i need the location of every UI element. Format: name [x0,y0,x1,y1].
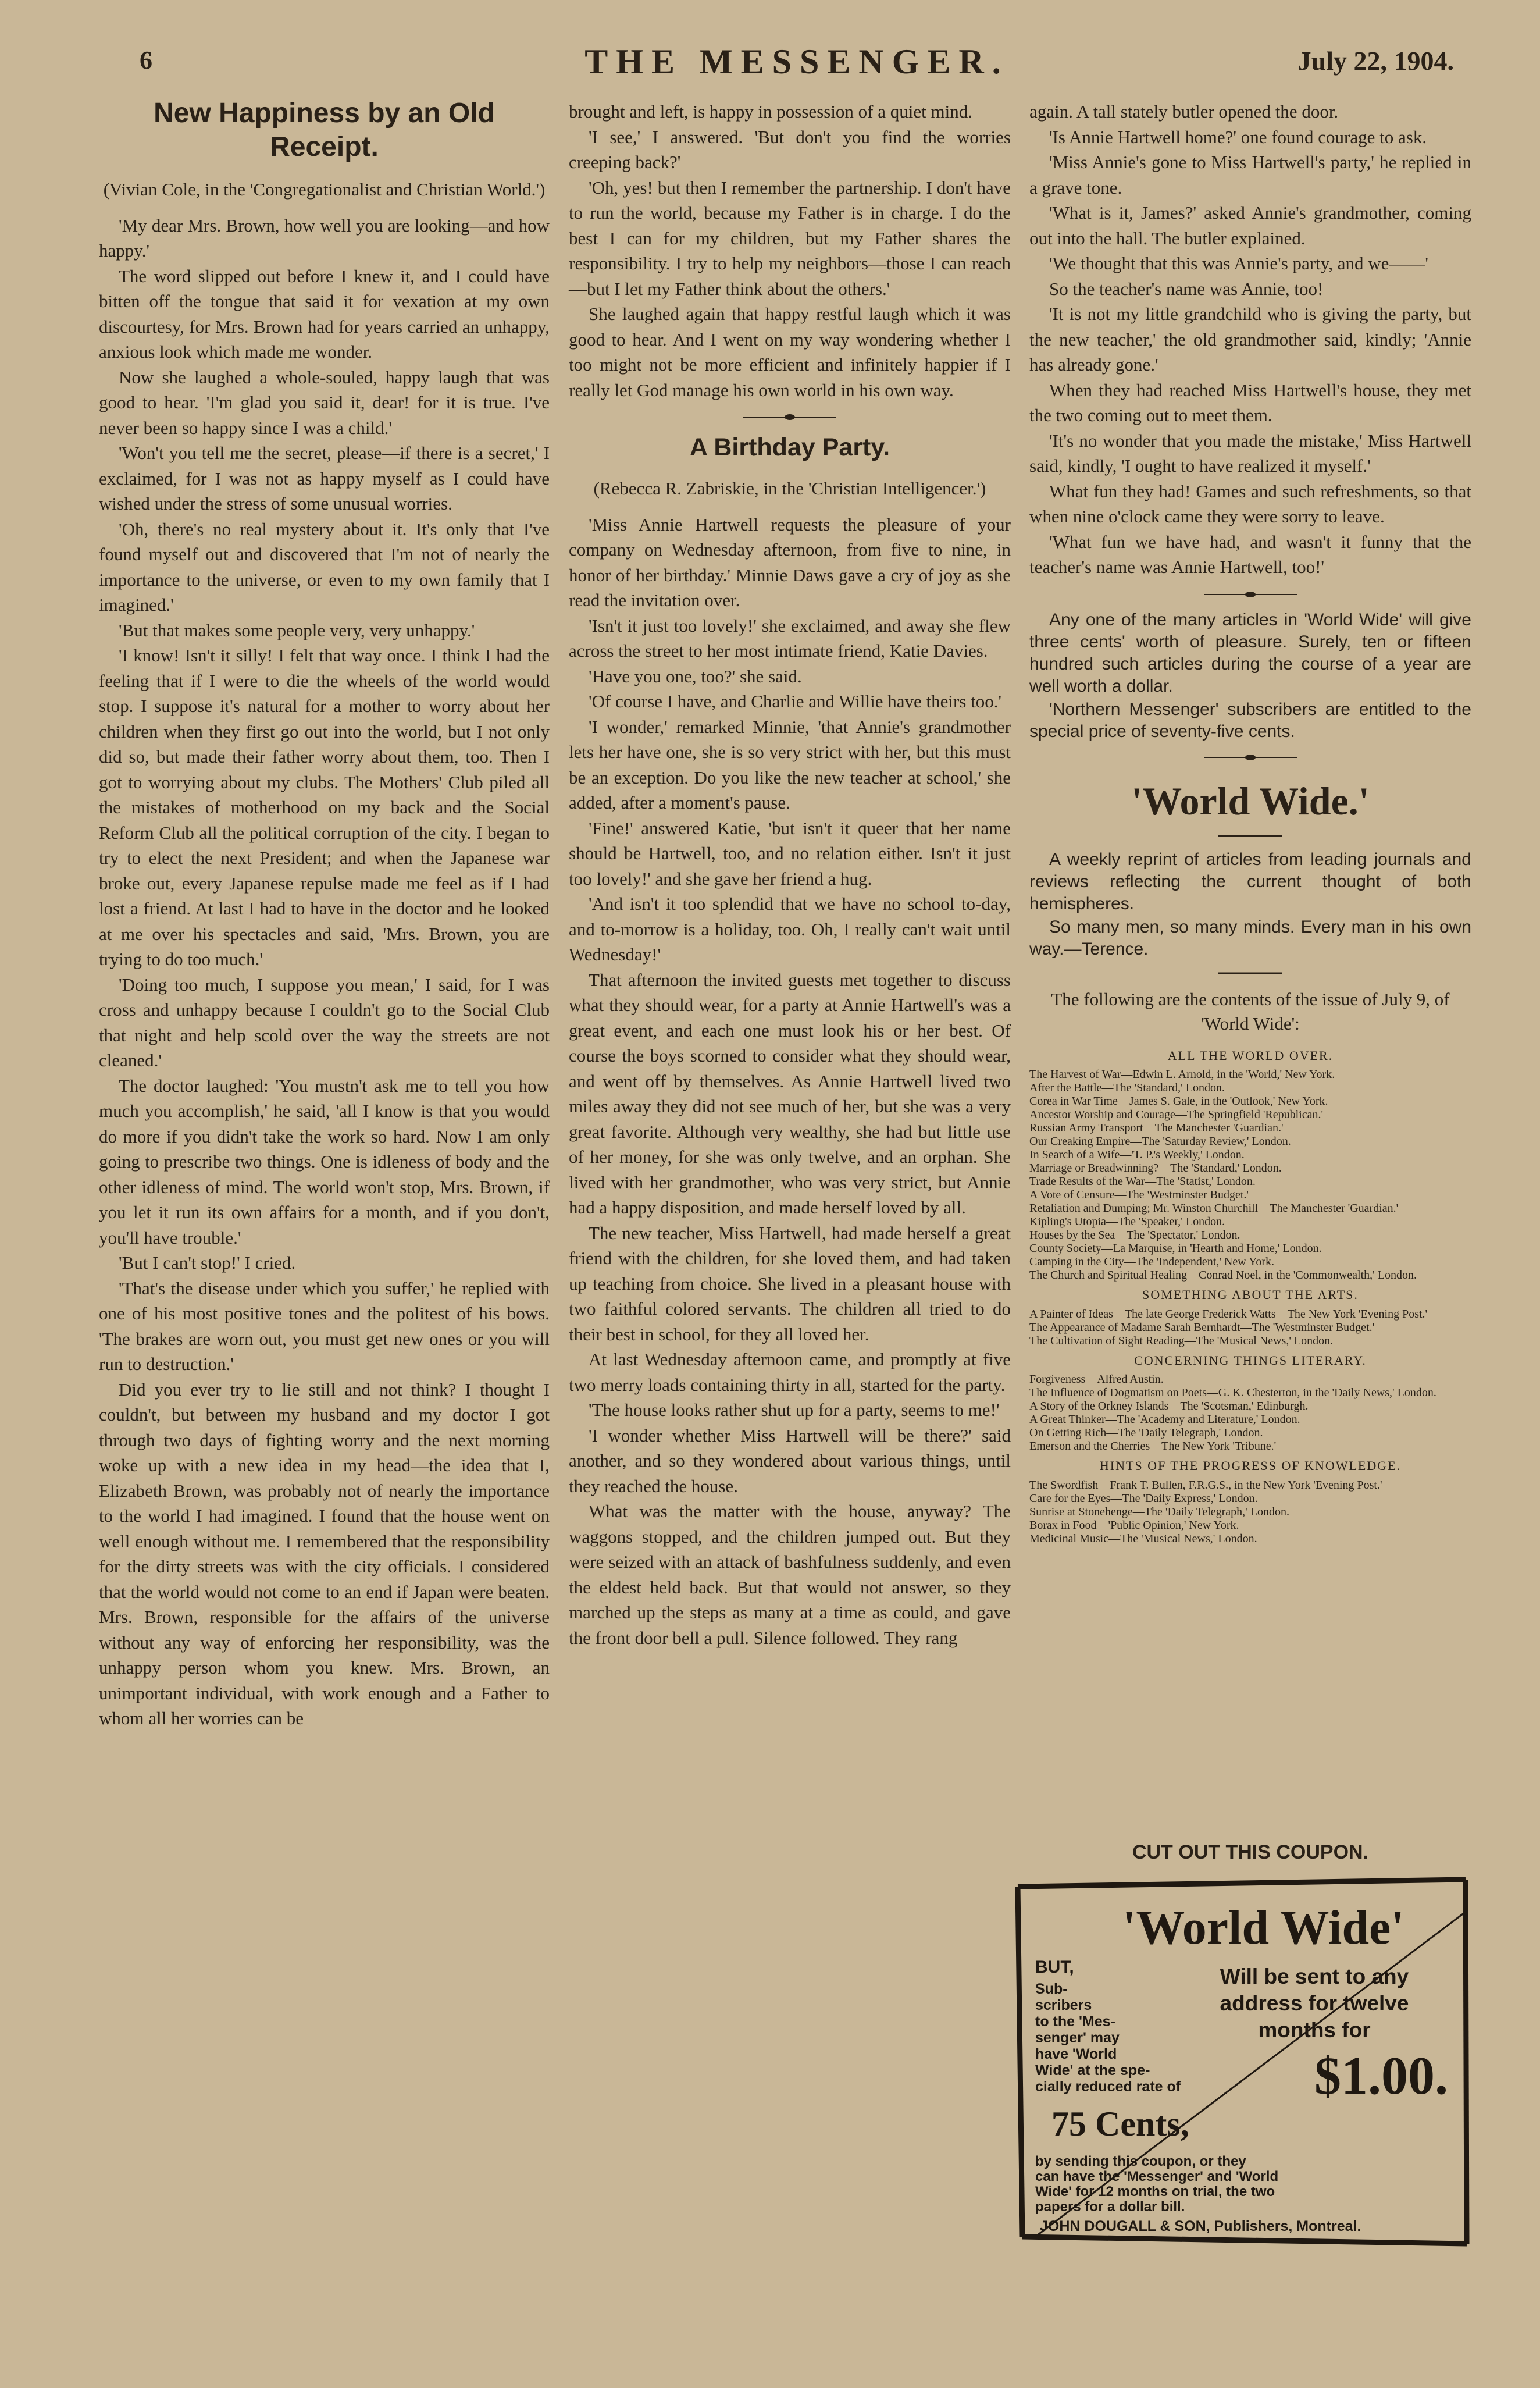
paragraph: The new teacher, Miss Hartwell, had made herself a great friend with the children, for she loved them, and had taken up teaching from choice. She lived in a pleasant house with two faithful colored servants. The children all tried to do their best in school, for they all loved her. [569,1222,1011,1344]
contents-item: Marriage or Breadwinning?—The 'Standard,' London. [1029,1162,1282,1175]
contents-item: A Great Thinker—The 'Academy and Literature,' London. [1029,1413,1300,1426]
contents-item: Trade Results of the War—The 'Statist,' London. [1029,1175,1256,1188]
coupon-line: cially reduced rate of [1035,2079,1181,2095]
contents-item: Houses by the Sea—The 'Spectator,' London. [1029,1229,1240,1241]
section-divider [1204,590,1297,599]
paragraph: 'Won't you tell me the secret, please—if there is a secret,' I exclaimed, for I was not as happy myself as I could have wished under the stress of some unusual worries. [99,443,550,514]
paragraph: 'Fine!' answered Katie, 'but isn't it queer that her name should be Hartwell, too, and no relation either. Isn't it just too lovely!' and she gave her friend a hug. [569,817,1011,889]
paragraph: 'I see,' I answered. 'But don't you find the worries creeping back?' [569,126,1011,172]
contents-item: Retaliation and Dumping; Mr. Winston Churchill—The Manchester 'Guardian.' [1029,1202,1399,1215]
contents-item: In Search of a Wife—'T. P.'s Weekly,' London. [1029,1148,1245,1161]
contents-item: A Painter of Ideas—The late George Frederick Watts—The New York 'Evening Post.' [1029,1307,1428,1321]
paragraph: 'Miss Annie's gone to Miss Hartwell's party,' he replied in a grave tone. [1029,152,1471,198]
coupon-line: by sending this coupon, or they [1035,2154,1246,2169]
paragraph: 'Oh, yes! but then I remember the partnership. I don't have to run the world, because my Father is in charge. I do the best I can for my children, but my Father shares the responsibility. I try to help my neighbors—those I can reach—but I let my Father think about the others.' [569,177,1011,299]
paragraph: 'That's the disease under which you suffer,' he replied with one of his most positive tones and the politest of his bows. 'The brakes are worn out, you must get new ones or you will run to destruction.' [99,1277,550,1374]
contents-intro [1029,987,1471,1036]
paragraph: 'Have you one, too?' she said. [589,665,802,686]
coupon-line: papers for a dollar bill. [1035,2199,1185,2215]
contents-item: On Getting Rich—The 'Daily Telegraph,' London. [1029,1426,1263,1439]
coupon-line: Wide' at the spe- [1035,2062,1150,2079]
short-rule [1218,971,1282,976]
contents-item: Borax in Food—'Public Opinion,' New York. [1029,1518,1239,1532]
paragraph: 'I know! Isn't it silly! I felt that way once. I think I had the feeling that if I were to die the wheels of the world would stop. I suppose it's natural for a mother to worry about her children when they first go out into the world, but I not only did so, but made their father worry about them, too. Then I got to worrying about my clubs. The Mothers' Club piled all the mistakes of motherhood on my back and the Social Reform Club all the political corruption of the city. I began to try to elect the next President; and when the Japanese war broke out, every Japanese repulse made me feel as if I had lost a friend. At last I had to have in the doctor and he looked at me over his spectacles and said, 'Mrs. Brown, you are trying to do too much.' [99,645,550,969]
paragraph: At last Wednesday afternoon came, and promptly at five two merry loads containing thirty in all, started for the party. [569,1349,1011,1395]
world-wide-heading: 'World Wide.' [1131,778,1370,823]
coupon-full-price: $1.00. [1314,2046,1448,2105]
article-continuation [1029,99,1471,580]
contents-intro-text: The following are the contents of the issue of July 9, of 'World Wide': [1051,988,1450,1034]
issue-date: July 22, 1904. [1297,46,1454,76]
paragraph: 'But that makes some people very, very unhappy.' [119,620,475,640]
contents-item: Camping in the City—The 'Independent,' New York. [1029,1255,1275,1268]
paragraph: 'Northern Messenger' subscribers are entitled to the special price of seventy-five cents. [1029,699,1471,741]
paragraph: Any one of the many articles in 'World Wide' will give three cents' worth of pleasure. Surely, ten or fifteen hundred such articles during the course of a year are well worth a dollar. [1029,610,1471,696]
contents-item: The Appearance of Madame Sarah Bernhardt—The 'Westminster Budget.' [1029,1321,1375,1334]
contents-item: Kipling's Utopia—The 'Speaker,' London. [1029,1215,1225,1228]
paragraph: 'Miss Annie Hartwell requests the pleasure of your company on Wednesday afternoon, from five to nine, in honor of her birthday.' Minnie Daws gave a cry of joy as she read the invitation over. [569,514,1011,610]
article-title: New Happiness by an Old Receipt. [154,98,495,162]
subscription-coupon [1012,1876,1471,2248]
coupon-line: senger' may [1035,2030,1120,2046]
contents-item: Our Creaking Empire—The 'Saturday Review,' London. [1029,1135,1291,1148]
coupon-line: scribers [1035,1997,1092,2013]
paragraph: again. A tall stately butler opened the door. [1029,101,1339,122]
contents-item: Medicinal Music—The 'Musical News,' London. [1029,1532,1257,1545]
paragraph: 'It is not my little grandchild who is giving the party, but the new teacher,' the old grandmother said, kindly; 'Annie has already gone.' [1029,304,1471,375]
article-body [99,213,550,1731]
coupon-line: Wide' for 12 months on trial, the two [1035,2184,1275,2200]
column-2 [569,99,1011,1650]
coupon-line: Sub- [1035,1981,1068,1997]
paragraph: 'Of course I have, and Charlie and Willie have theirs too.' [589,691,1002,711]
page-number: 6 [140,46,152,74]
world-wide-notice [1029,609,1471,743]
column-1 [99,99,550,1731]
article-body [569,512,1011,1651]
paragraph: The doctor laughed: 'You mustn't ask me to tell you how much you accomplish,' he said, 'all I know is that you would do more if you didn't take the work so hard. Now I am only going to prescribe two things. One is idleness of body and the other idleness of mind. The world won't stop, Mrs. Brown, if you let it run its own affairs for a month, and if you don't, you'll have trouble.' [99,1075,550,1248]
column-3 [1029,99,1471,1546]
paragraph: A weekly reprint of articles from leading journals and reviews reflecting the current thought of both hemispheres. [1029,849,1471,913]
paragraph: Now she laughed a whole-souled, happy laugh that was good to hear. 'I'm glad you said it, dear! for it is true. I've never been so happy since I was a child.' [99,366,550,438]
short-rule [1218,834,1282,838]
paragraph: 'Is Annie Hartwell home?' one found courage to ask. [1049,126,1427,147]
contents-item: After the Battle—The 'Standard,' London. [1029,1081,1225,1094]
section-divider [743,413,836,421]
masthead [140,42,1454,91]
paragraph: 'I wonder,' remarked Minnie, 'that Annie's grandmother lets her have one, she is so very strict with her, but this must be an exception. Do you like the new teacher at school,' she added, after a moment's pause. [569,716,1011,813]
coupon-line: months for [1258,2018,1371,2042]
contents-item: The Harvest of War—Edwin L. Arnold, in the 'World,' New York. [1029,1068,1335,1081]
article-continuation [569,99,1011,403]
contents-item: Russian Army Transport—The Manchester 'Guardian.' [1029,1122,1284,1134]
coupon-line: have 'World [1035,2046,1117,2062]
contents-section-heading: ALL THE WORLD OVER. [1167,1048,1334,1063]
paragraph: 'Doing too much, I suppose you mean,' I said, for I was cross and unhappy because I couldn't go to the Social Club that night and help scold over the way the streets are not cleaned.' [99,974,550,1070]
contents-item: County Society—La Marquise, in 'Hearth and Home,' London. [1029,1242,1322,1255]
contents-item: The Church and Spiritual Healing—Conrad Noel, in the 'Commonwealth,' London. [1029,1269,1417,1282]
paragraph: She laughed again that happy restful laugh which it was good to hear. And I went on my way wondering whether I too might not be more efficient and infinitely happier if I really let God manage his own world in his own way. [569,304,1011,400]
paragraph: What fun they had! Games and such refreshments, so that when nine o'clock came they were sorry to leave. [1029,481,1471,526]
paragraph: 'I wonder whether Miss Hartwell will be there?' said another, and so they wondered about various things, until they reached the house. [569,1425,1011,1496]
contents-item: Sunrise at Stonehenge—The 'Daily Telegraph,' London. [1029,1505,1290,1518]
contents-section-heading: SOMETHING ABOUT THE ARTS. [1142,1287,1359,1302]
contents-item: Ancestor Worship and Courage—The Springfield 'Republican.' [1029,1108,1324,1121]
paragraph: 'What is it, James?' asked Annie's grandmother, coming out into the hall. The butler explained. [1029,202,1471,248]
section-divider [1204,753,1297,761]
coupon-left-text [1035,1981,1181,2095]
coupon-header: CUT OUT THIS COUPON. [1132,1841,1369,1863]
paragraph: The word slipped out before I knew it, and I could have bitten off the tongue that said it for vexation at my own discourtesy, for Mrs. Brown had for years carried an unhappy, anxious look which made me wonder. [99,265,550,362]
contents-item: Care for the Eyes—The 'Daily Express,' London. [1029,1492,1258,1505]
coupon-line: to the 'Mes- [1035,2013,1115,2030]
paragraph: 'What fun we have had, and wasn't it funny that the teacher's name was Annie Hartwell, too!' [1029,531,1471,577]
contents-section-heading: HINTS OF THE PROGRESS OF KNOWLEDGE. [1099,1458,1402,1473]
newspaper-title: THE MESSENGER. [584,42,1009,81]
article-byline: (Rebecca R. Zabriskie, in the 'Christian Intelligencer.') [593,478,986,499]
article-byline: (Vivian Cole, in the 'Congregationalist and Christian World.') [103,179,546,200]
coupon-but: BUT, [1035,1958,1074,1977]
paragraph: 'Oh, there's no real mystery about it. It's only that I've found myself out and discovered that I'm not of nearly the importance to the universe, or even to my own family that I imagined.' [99,518,550,615]
contents-item: A Story of the Orkney Islands—The 'Scotsman,' Edinburgh. [1029,1400,1309,1412]
contents-item: The Swordfish—Frank T. Bullen, F.R.G.S., in the New York 'Evening Post.' [1029,1478,1382,1492]
coupon-line: can have the 'Messenger' and 'World [1035,2169,1279,2184]
contents-item: The Cultivation of Sight Reading—The 'Musical News,' London. [1029,1334,1334,1347]
paragraph: So many men, so many minds. Every man in his own way.—Terence. [1029,917,1471,959]
contents-item: Forgiveness—Alfred Austin. [1029,1373,1164,1386]
contents-item: The Influence of Dogmatism on Poets—G. K. Chesterton, in the 'Daily News,' London. [1029,1386,1436,1399]
contents-section-heading: CONCERNING THINGS LITERARY. [1134,1353,1367,1368]
paragraph: 'But I can't stop!' I cried. [119,1252,296,1273]
paragraph: That afternoon the invited guests met together to discuss what they should wear, for a party at Annie Hartwell's was a great event, and each one must look his or her best. Of course the boys scorned to consider what they should wear, and went off by themselves. As Annie Hartwell lived two miles away they did not see much of her, but she was a very great favorite. Although very wealthy, she had but little use of her money, for she was only twelve, and an orphan. She lived with her grandmother, who was very strict, but Annie had a happy disposition, and made herself loved by all. [569,969,1011,1218]
paragraph: So the teacher's name was Annie, too! [1049,278,1324,299]
coupon-bottom-text [1035,2154,1278,2215]
paragraph: 'It's no wonder that you made the mistake,' Miss Hartwell said, kindly, 'I ought to have realized it myself.' [1029,430,1471,476]
paragraph: 'We thought that this was Annie's party, and we——' [1049,253,1428,273]
coupon-offer-text [1169,1963,1460,2044]
world-wide-description [1029,849,1471,960]
paragraph: What was the matter with the house, anyway? The waggons stopped, and the children jumped out. But they were seized with an attack of bashfulness suddenly, and even the eldest held back. But that would not answer, so they marched up the steps as many at a time as could, and gave the front door bell a pull. Silence followed. They rang [569,1501,1011,1648]
coupon-line: address for twelve [1220,1991,1409,2015]
paragraph: brought and left, is happy in possession of a quiet mind. [569,101,972,122]
coupon-publisher: JOHN DOUGALL & SON, Publishers, Montreal. [1040,2218,1361,2234]
paragraph: 'The house looks rather shut up for a party, seems to me!' [589,1400,1000,1420]
coupon-line: Will be sent to any [1220,1965,1409,1988]
article-title: A Birthday Party. [689,433,890,461]
contents-item: Corea in War Time—James S. Gale, in the 'Outlook,' New York. [1029,1095,1328,1108]
paragraph: Did you ever try to lie still and not think? I thought I couldn't, but between my husband and my doctor I got through two days of fighting worry and the next morning woke up with a new idea in my head—the idea that I, Elizabeth Brown, was probably not of nearly the importance to the world I had imagined. I found that the house went on well enough without me. I remembered that the responsibility for the dirty streets was with the city officials. I considered that the world would not come to an end if Japan were beaten. Mrs. Brown, responsible for the affairs of the universe without any way of enforcing her responsibility, was the unhappy person whom you knew. Mrs. Brown, an unimportant individual, with work enough and a Father to whom all her worries can be [99,1379,550,1728]
contents-item: Emerson and the Cherries—The New York 'Tribune.' [1029,1440,1277,1453]
paragraph: 'Isn't it just too lovely!' she exclaimed, and away she flew across the street to her most intimate friend, Katie Davies. [569,615,1011,661]
coupon-special-price: 75 Cents, [1051,2105,1189,2143]
paragraph: 'My dear Mrs. Brown, how well you are looking—and how happy.' [99,215,550,261]
coupon-title: 'World Wide' [1122,1901,1404,1955]
contents-list [1029,1043,1471,1546]
contents-item: A Vote of Censure—The 'Westminster Budget.' [1029,1188,1249,1201]
paragraph: 'And isn't it too splendid that we have no school to-day, and to-morrow is a holiday, too. Oh, I really can't wait until Wednesday!' [569,894,1011,965]
paragraph: When they had reached Miss Hartwell's house, they met the two coming out to meet them. [1029,379,1471,425]
